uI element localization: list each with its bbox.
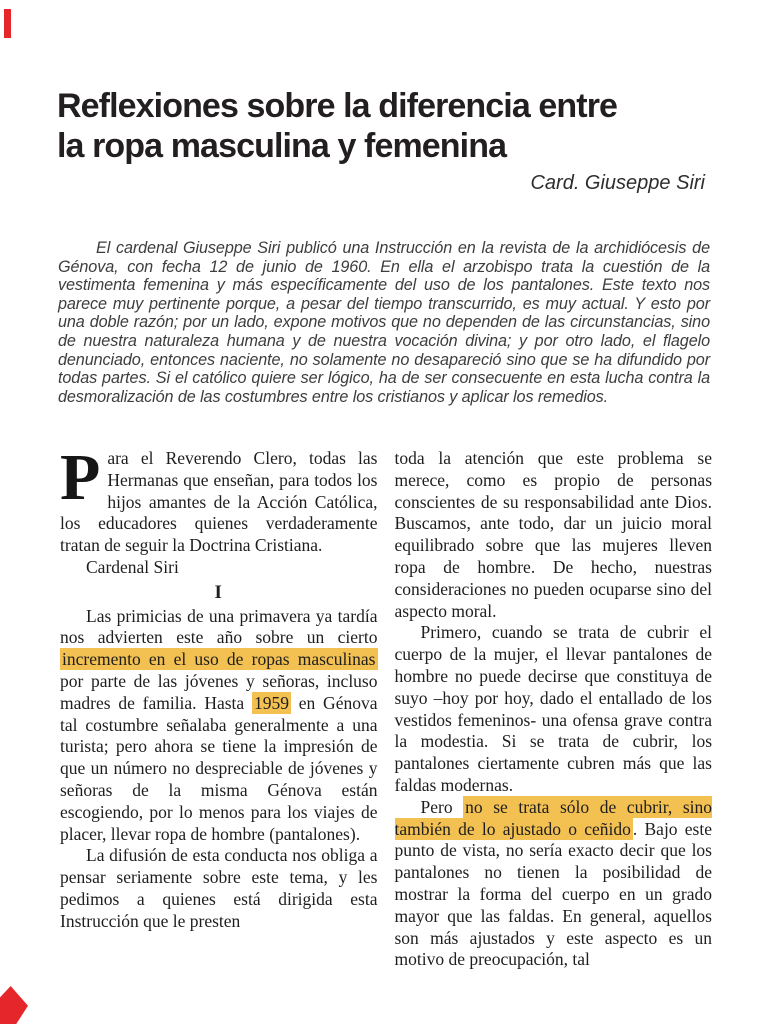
text-run: La difusión de esta conducta nos obliga a pensar seriamente sobre este tema, y les pedimos a quienes está dirigida esta Instrucción que le presten [60, 845, 378, 931]
drop-cap: P [60, 441, 101, 514]
text-run: toda la atención que este problema se merece, como es propio de personas conscientes de su responsabilidad ante Dios. Buscamos, ante todo, dar un juicio moral equilibrado sobre que las mujeres lleven ropa de hombre. De hecho, nuestras consideraciones no pueden ocuparse sino del aspecto moral. [394, 448, 712, 621]
text-run: Primero, cuando se trata de cubrir el cuerpo de la mujer, el llevar pantalones de hombre no puede decirse que constituya de suyo –hoy por hoy, dado el entallado de los vestidos femeninos- una ofensa grave contra la modestia. Si se trata de cubrir, los pantalones ciertamente cubren más que las faldas modernas. [394, 622, 712, 795]
paragraph [395, 622, 713, 796]
highlighted-text: no se trata sólo de cubrir, sino también de lo ajustado o ceñido [394, 796, 712, 839]
text-run: . Bajo este punto de vista, no sería exacto decir que los pantalones no tienen la posibilidad de mostrar la forma del cuerpo en un grado mayor que las faldas. En general, aquellos son más ajustados y este aspecto es un motivo de preocupación, tal [394, 818, 712, 970]
document-title-line1: Reflexiones sobre la diferencia entre [57, 87, 618, 125]
paragraph [395, 797, 713, 971]
red-scan-mark-top-left [4, 9, 11, 38]
author-byline: Card. Giuseppe Siri [530, 172, 705, 194]
paragraph [395, 448, 713, 622]
text-run: ara el Reverendo Clero, todas las Hermanas que enseñan, para todos los hijos amantes de la Acción Católica, los educadores quienes verdaderamente tratan de seguir la Doctrina Cristiana. [60, 448, 378, 556]
body-columns [60, 441, 712, 988]
paragraph [60, 557, 378, 579]
text-column-right [395, 448, 713, 988]
document-title [57, 86, 717, 166]
paragraph [60, 606, 378, 846]
text-run: Pero [420, 796, 464, 817]
highlighted-text: incremento en el uso de ropas masculinas [62, 649, 376, 670]
text-run: I [214, 581, 223, 603]
document-title-line2: la ropa masculina y femenina [57, 127, 507, 165]
text-run: en Génova tal costumbre señalaba generalmente a una turista; pero ahora se tiene la impresión de que un número no despreciable de jóvenes y señoras de la misma Génova están escogiendo, por lo menos para los viajes de placer, llevar ropa de hombre (pantalones). [60, 692, 378, 844]
text-column-left [60, 441, 378, 988]
paragraph [60, 441, 378, 557]
red-scan-mark-bottom-left [0, 986, 28, 1024]
text-run: Cardenal Siri [86, 556, 179, 577]
paragraph [60, 845, 378, 932]
text-run: por parte de las jóvenes y señoras, incluso madres de familia. Hasta [60, 670, 378, 713]
text-run: Las primicias de una primavera ya tardía nos advierten este año sobre un cierto [60, 605, 378, 648]
highlighted-text: 1959 [253, 692, 289, 713]
intro-paragraph: El cardenal Giuseppe Siri publicó una Instrucción en la revista de la archidiócesis de Génova, con fecha 12 de junio de 1960. En ella el arzobispo trata la cuestión de la vestimenta femenina y más específicamente del uso de los pantalones. Este texto nos parece muy pertinente porque, a pesar del tiempo transcurrido, es muy actual. Y esto por una doble razón; por un lado, expone motivos que no dependen de las circunstancias, sino de nuestra naturaleza humana y de nuestra vocación divina; y por otro lado, el flagelo denunciado, entonces naciente, no solamente no desapareció sino que se ha difundido por todas partes. Si el católico quiere ser lógico, ha de ser consecuente en esta lucha contra la desmoralización de las costumbres entre los cristianos y aplicar los remedios. [58, 239, 710, 406]
section-heading [60, 582, 378, 604]
